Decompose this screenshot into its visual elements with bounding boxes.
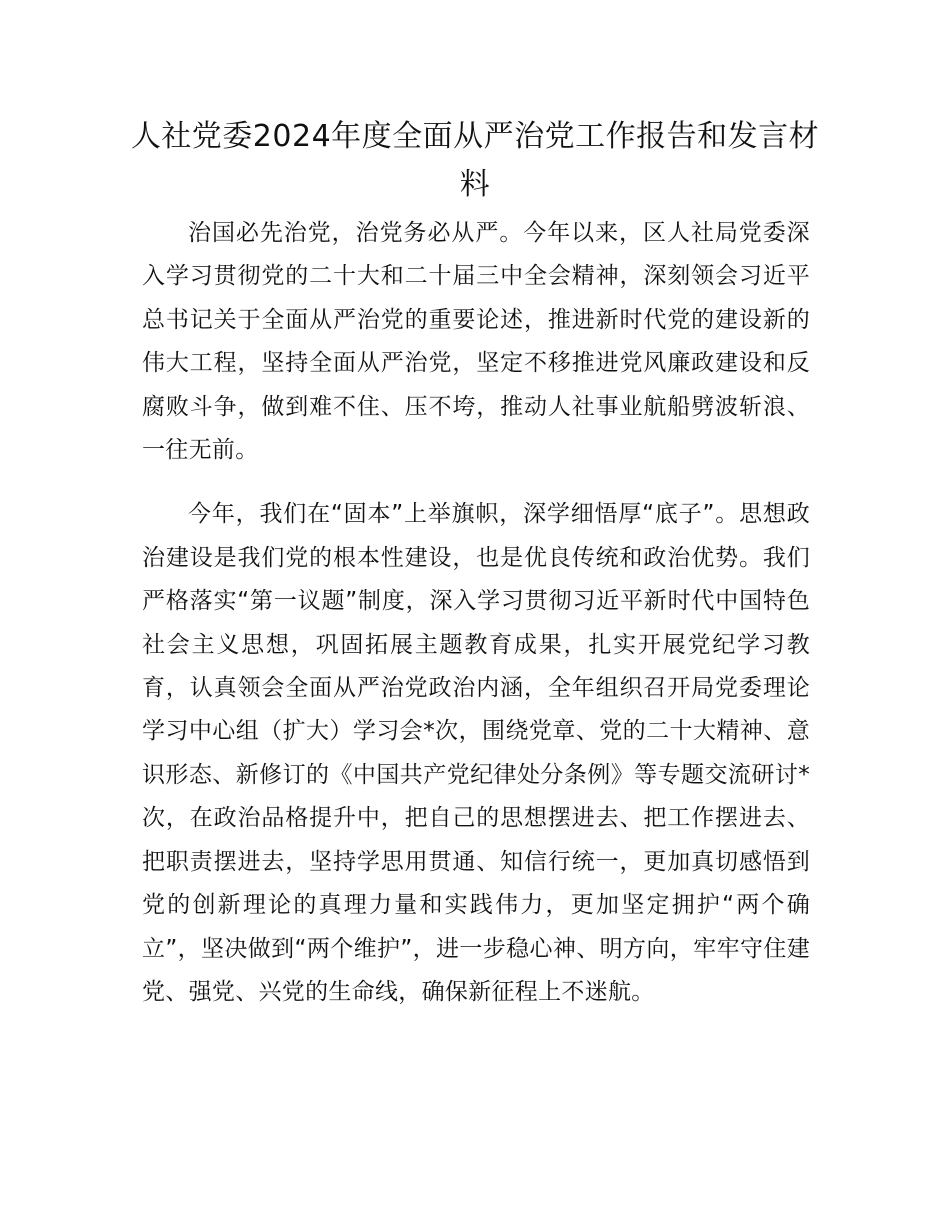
- document-body: [142, 212, 810, 1014]
- document-title: 人社党委2024年度全面从严治党工作报告和发言材料: [130, 119, 820, 202]
- paragraph-1: 治国必先治党，治党务必从严。今年以来，区人社局党委深入学习贯彻党的二十大和二十届三中全会精神，深刻领会习近平总书记关于全面从严治党的重要论述，推进新时代党的建设新的伟大工程，坚持全面从严治党，坚定不移推进党风廉政建设和反腐败斗争，做到难不住、压不垮，推动人社事业航船劈波斩浪、一往无前。: [142, 220, 810, 464]
- paragraph-2: 今年，我们在“固本”上举旗帜，深学细悟厚“底子”。思想政治建设是我们党的根本性建设，也是优良传统和政治优势。我们严格落实“第一议题”制度，深入学习贯彻习近平新时代中国特色社会主义思想，巩固拓展主题教育成果，扎实开展党纪学习教育，认真领会全面从严治党政治内涵，全年组织召开局党委理论学习中心组（扩大）学习会*次，围绕党章、党的二十大精神、意识形态、新修订的《中国共产党纪律处分条例》等专题交流研讨*次，在政治品格提升中，把自己的思想摆进去、把工作摆进去、把职责摆进去，坚持学思用贯通、知信行统一，更加真切感悟到党的创新理论的真理力量和实践伟力，更加坚定拥护“两个确立”，坚决做到“两个维护”，进一步稳心神、明方向，牢牢守住建党、强党、兴党的生命线，确保新征程上不迷航。: [142, 501, 810, 1005]
